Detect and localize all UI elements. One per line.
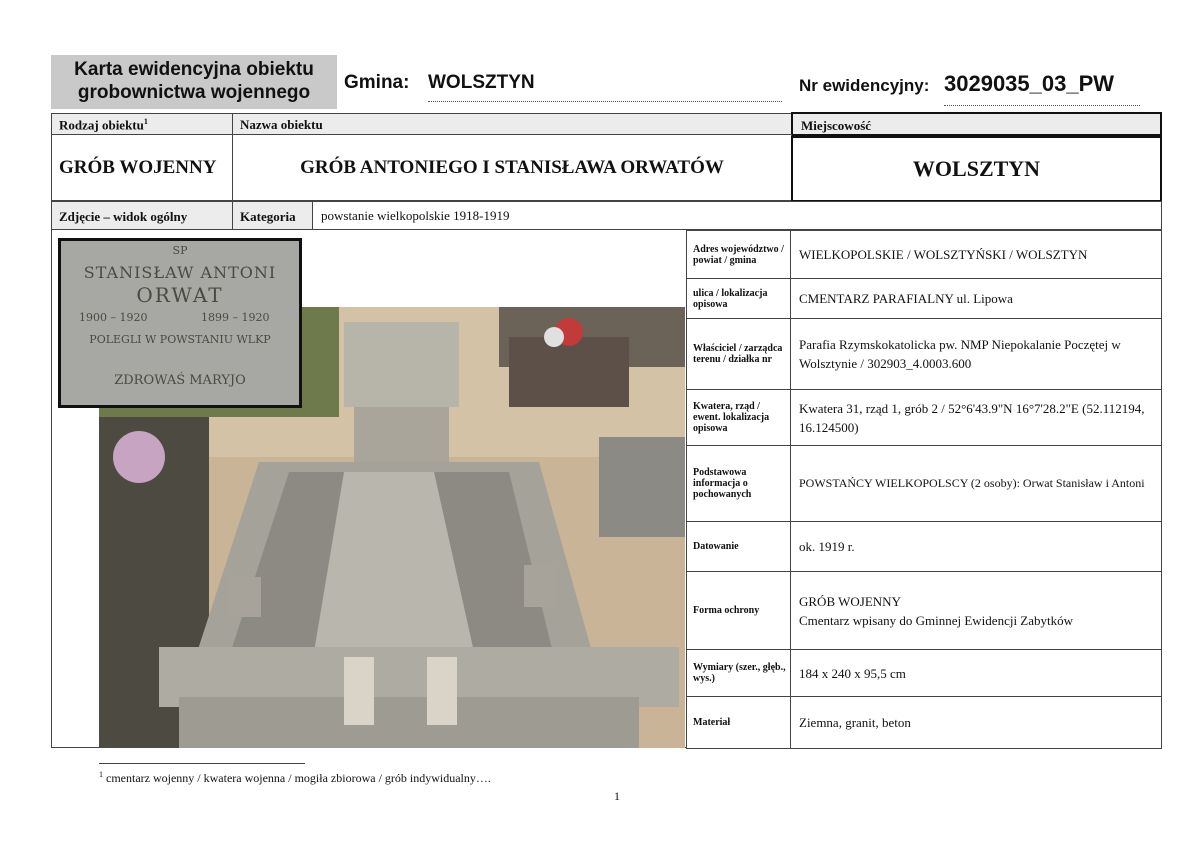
info-value: 184 x 240 x 95,5 cm	[799, 665, 906, 681]
info-value: CMENTARZ PARAFIALNY ul. Lipowa	[799, 291, 1013, 306]
info-value-2: Cmentarz wpisany do Gminnej Ewidencji Zabytków	[799, 612, 1074, 628]
info-value: Kwatera 31, rząd 1, grób 2 / 52°6'43.9"N 16°7'28.2"E (52.112194, 16.124500)	[799, 400, 1145, 435]
nazwa-value: GRÓB ANTONIEGO I STANISŁAWA ORWATÓW	[232, 134, 792, 201]
footnote-text: cmentarz wojenny / kwatera wojenna / mogiła zbiorowa / grób indywidualny….	[106, 771, 491, 785]
info-value: ok. 1919 r.	[799, 539, 855, 554]
inscription-line-surname: ORWAT	[136, 283, 224, 307]
card-title: Karta ewidencyjna obiektu grobownictwa wojennego	[51, 55, 337, 109]
info-row-pochowani	[687, 446, 1162, 522]
info-label: Kwatera, rząd / ewent. lokalizacja opisowa	[693, 401, 770, 434]
inscription-line-fell: POLEGLI W POWSTANIU WLKP	[89, 333, 271, 346]
miejscowosc-value: WOLSZTYN	[791, 136, 1162, 202]
info-label: Wymiary (szer., głęb., wys.)	[693, 662, 786, 684]
info-value: Parafia Rzymskokatolicka pw. NMP Niepokalanie Poczętej w Wolsztynie / 302903_4.0003.600	[799, 337, 1121, 371]
page-number: 1	[614, 789, 620, 803]
info-row-datowanie	[687, 522, 1162, 572]
info-row-ochrona	[687, 572, 1162, 650]
info-row-adres	[687, 231, 1162, 279]
rodzaj-header: Rodzaj obiektu$^1$	[51, 113, 233, 135]
nr-value: 3029035_03_PW	[944, 71, 1115, 96]
inscription-line-prayer: ZDROWAŚ MARYJO	[114, 373, 246, 388]
info-value: WIELKOPOLSKIE / WOLSZTYŃSKI / WOLSZTYN	[799, 247, 1088, 262]
info-label: Właściciel / zarządca terenu / działka nr	[693, 343, 783, 365]
info-label: Datowanie	[693, 541, 739, 552]
info-row-material	[687, 697, 1162, 749]
inscription-line-names: STANISŁAW ANTONI	[83, 263, 277, 282]
inscription-line-sp: SP	[172, 244, 188, 257]
info-value: Ziemna, granit, beton	[799, 715, 911, 730]
inscription-line-dates-1: 1900 – 1920	[79, 311, 148, 324]
info-label: Podstawowa informacja o pochowanych	[693, 467, 752, 500]
footnote	[99, 770, 491, 786]
gmina-value: WOLSZTYN	[428, 72, 535, 93]
info-value: POWSTAŃCY WIELKOPOLSCY (2 osoby): Orwat Stanisław i Antoni	[799, 476, 1145, 490]
info-label: Materiał	[693, 717, 731, 728]
info-label: Adres województwo / powiat / gmina	[693, 243, 784, 266]
info-row-kwatera	[687, 390, 1162, 446]
info-label: Forma ochrony	[693, 605, 760, 616]
info-label: ulica / lokalizacja opisowa	[693, 287, 768, 310]
kategoria-value: powstanie wielkopolskie 1918-1919	[312, 201, 1162, 230]
nazwa-header: Nazwa obiektu	[232, 113, 792, 135]
info-row-ulica	[687, 279, 1162, 319]
zdjecie-header: Zdjęcie – widok ogólny	[51, 201, 233, 230]
gmina-dotted-line	[428, 101, 782, 102]
info-table	[686, 230, 1162, 749]
rodzaj-value: GRÓB WOJENNY	[51, 134, 233, 201]
footnote-mark: 1	[99, 770, 103, 779]
inscription-closeup	[58, 238, 302, 408]
nr-label: Nr ewidencyjny:	[799, 76, 930, 95]
info-value: GRÓB WOJENNY	[799, 593, 901, 609]
info-row-wymiary	[687, 650, 1162, 697]
miejscowosc-header: Miejscowość	[791, 112, 1162, 136]
gmina-label: Gmina:	[344, 72, 410, 93]
info-row-wlasciciel	[687, 319, 1162, 390]
footnote-separator	[99, 763, 305, 764]
kategoria-header: Kategoria	[232, 201, 313, 230]
nr-dotted-line	[944, 105, 1140, 106]
inscription-line-dates-2: 1899 – 1920	[201, 311, 270, 324]
